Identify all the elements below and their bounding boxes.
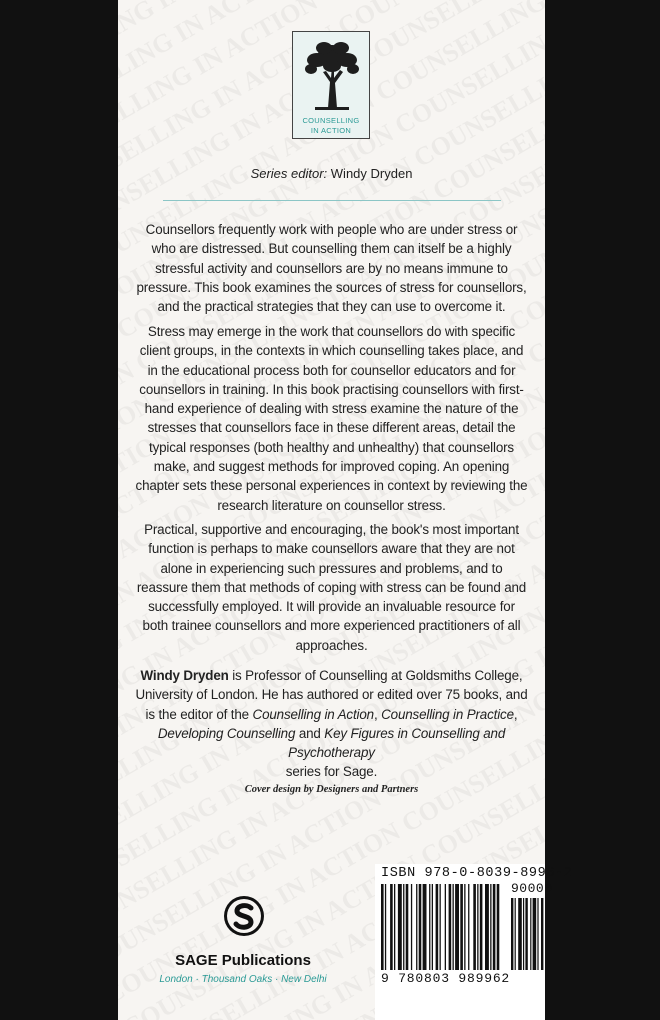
barcode-bar	[423, 884, 427, 970]
sage-s-icon	[223, 895, 265, 937]
barcode-bar	[411, 884, 412, 970]
publisher-cities: London · Thousand Oaks · New Delhi	[159, 974, 327, 985]
blurb-paragraph-3: Practical, supportive and encouraging, the book's most important function is perhaps to make counsellors aware that they are not alone in experiencing such pressures and problems, and to reassure them that methods of coping with stress can be found and successfully employed. It will provide an invaluable resource for both trainee counsellors and more experienced practitioners of all approaches.	[136, 522, 527, 653]
addon-bar	[523, 898, 524, 970]
barcode-bar	[473, 884, 476, 970]
series-logo	[292, 31, 370, 139]
barcode-bar	[445, 884, 446, 970]
addon-bar	[533, 898, 537, 970]
isbn-number: ISBN 978-0-8039-8996-2	[381, 866, 573, 881]
bio-sep-2: ,	[513, 706, 518, 722]
series-editor	[118, 166, 545, 181]
barcode-bar	[497, 884, 500, 970]
ean-digits: 9 780803 989962	[381, 971, 511, 986]
tree-icon	[297, 36, 367, 114]
addon-bar	[511, 898, 513, 970]
bio-sep-3: and	[295, 725, 325, 741]
series-title-1: Counselling in Action	[252, 706, 374, 722]
blurb-paragraph-2: Stress may emerge in the work that counsellors do with specific client groups, in the contexts in which counselling takes place, and in the educational process both for counsellor educators and for counsellors in training. In this book practising counsellors with first-hand experience of dealing with stress examine the nature of the stresses that counsellors face in these different areas, detail the typical responses (both healthy and unhealthy) that counsellors make, and suggest methods for improved coping. An opening chapter sets these personal experiences in context by reviewing the research literature on counsellor stress.	[135, 324, 528, 513]
series-editor-label: Series editor:	[250, 166, 328, 181]
series-title-4: Key Figures in Counselling and Psychotherapy	[288, 725, 506, 761]
barcode-bar	[468, 884, 469, 970]
series-editor-name: Windy Dryden	[330, 166, 413, 181]
barcode-bar	[480, 884, 483, 970]
author-bio	[134, 666, 529, 782]
barcode-bar	[429, 884, 430, 970]
barcode-bar	[390, 884, 393, 970]
barcode-bar	[403, 884, 404, 970]
barcode-bar	[455, 884, 459, 970]
barcode-bar	[381, 884, 384, 970]
barcode	[375, 864, 573, 1020]
barcode-bar	[464, 884, 465, 970]
author-bio-text-1: is Professor of Counselling at Goldsmiths College, University of London. He has authored or edited over 75 books, and is the editor of the	[135, 668, 528, 722]
publisher-name: SAGE Publications	[175, 952, 311, 969]
barcode-bar	[440, 884, 441, 970]
cover-credit: Cover design by Designers and Partners	[244, 784, 419, 795]
barcode-bar	[485, 884, 489, 970]
barcode-bar	[398, 884, 402, 970]
logo-line-1: COUNSELLING	[302, 116, 360, 125]
series-title-3: Developing Counselling	[157, 725, 296, 741]
barcode-bar	[416, 884, 417, 970]
barcode-bar	[385, 884, 386, 970]
barcode-bar	[406, 884, 409, 970]
author-name: Windy Dryden	[140, 668, 229, 683]
addon-bar	[537, 898, 538, 970]
barcode-bar	[432, 884, 433, 970]
barcode-bar	[493, 884, 496, 970]
barcode-bar	[453, 884, 454, 970]
barcode-bar	[460, 884, 463, 970]
price-addon-digits: 90000	[511, 881, 553, 896]
logo-line-2: IN ACTION	[310, 126, 352, 135]
barcode-bar	[436, 884, 439, 970]
blurb-paragraph-1: Counsellors frequently work with people who are under stress or who are distressed. But counselling them can itself be a highly stressful activity and counsellors are by no means immune to pressure. This book examines the sources of stress for counsellors, and the practical strategies that they can use to overcome it.	[136, 222, 527, 315]
bio-sep-1: ,	[373, 706, 382, 722]
addon-bar	[518, 898, 522, 970]
addon-bar	[530, 898, 531, 970]
barcode-bar	[477, 884, 478, 970]
addon-bar	[541, 898, 543, 970]
addon-bar	[515, 898, 516, 970]
addon-bar	[525, 898, 527, 970]
divider-rule	[163, 200, 501, 201]
author-bio-text-2: series for Sage.	[285, 764, 378, 780]
barcode-bar	[490, 884, 491, 970]
barcode-bar	[449, 884, 452, 970]
barcode-bar	[419, 884, 422, 970]
series-title-2: Counselling in Practice	[381, 706, 514, 722]
barcode-bar	[394, 884, 395, 970]
